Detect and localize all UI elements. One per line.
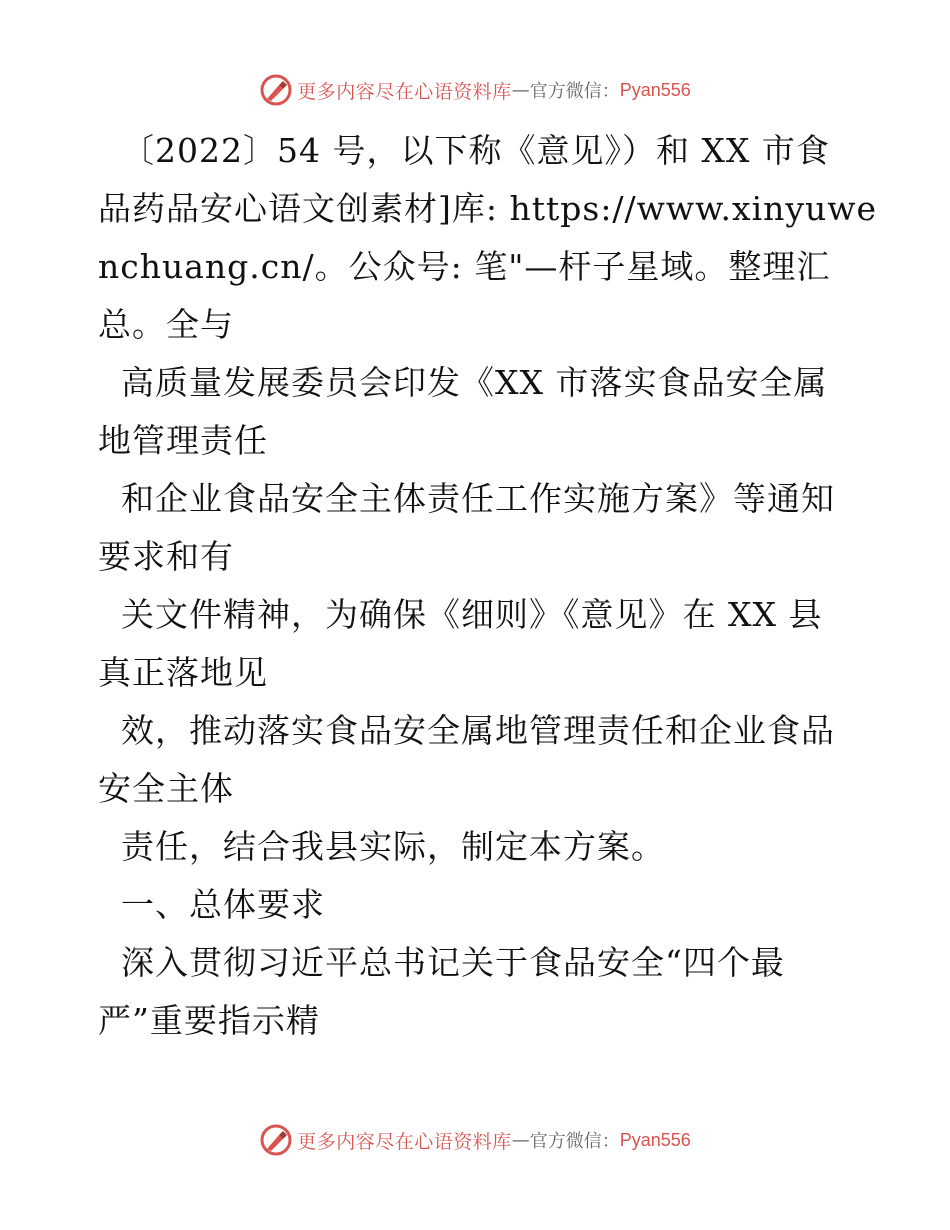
contact-label: 官方微信： bbox=[529, 81, 620, 102]
contact-id: Pyan556 bbox=[619, 1129, 691, 1150]
header-watermark-banner bbox=[0, 70, 950, 110]
body-line: 关文件精神，为确保《细则》《意见》在 XX 县 bbox=[98, 595, 823, 634]
contact-label: 官方微信： bbox=[529, 1131, 620, 1152]
dash-separator: — bbox=[511, 1129, 530, 1151]
body-line: 总。全与 bbox=[98, 305, 234, 344]
body-line: 和企业食品安全主体责任工作实施方案》等通知 bbox=[98, 479, 835, 518]
brand-text: 更多内容尽在心语资料库 bbox=[297, 1130, 512, 1153]
footer-watermark-banner bbox=[0, 1120, 950, 1160]
body-line: 品药品安心语文创素材]库: https://www.xinyuwe bbox=[98, 189, 878, 228]
document-body bbox=[98, 122, 878, 1050]
body-line: 〔2022〕54 号，以下称《意见》）和 XX 市食 bbox=[98, 131, 830, 170]
body-line: 高质量发展委员会印发《XX 市落实食品安全属 bbox=[98, 363, 828, 402]
body-line: 要求和有 bbox=[98, 537, 234, 576]
body-line: nchuang.cn/。公众号: 笔"—杆子星域。整理汇 bbox=[98, 247, 831, 286]
body-line: 安全主体 bbox=[98, 769, 234, 808]
body-line: 效，推动落实食品安全属地管理责任和企业食品 bbox=[98, 711, 835, 750]
body-line: 深入贯彻习近平总书记关于食品安全“四个最 bbox=[98, 943, 785, 982]
body-line: 责任，结合我县实际，制定本方案。 bbox=[98, 827, 665, 866]
dash-separator: — bbox=[511, 79, 530, 101]
body-line: 真正落地见 bbox=[98, 653, 268, 692]
pen-circle-logo-icon bbox=[259, 73, 293, 107]
body-line: 严”重要指示精 bbox=[98, 1001, 320, 1040]
body-line: 地管理责任 bbox=[98, 421, 268, 460]
contact-id: Pyan556 bbox=[619, 79, 691, 100]
section-heading: 一、总体要求 bbox=[98, 885, 325, 924]
pen-circle-logo-icon bbox=[259, 1123, 293, 1157]
brand-text: 更多内容尽在心语资料库 bbox=[297, 80, 512, 103]
